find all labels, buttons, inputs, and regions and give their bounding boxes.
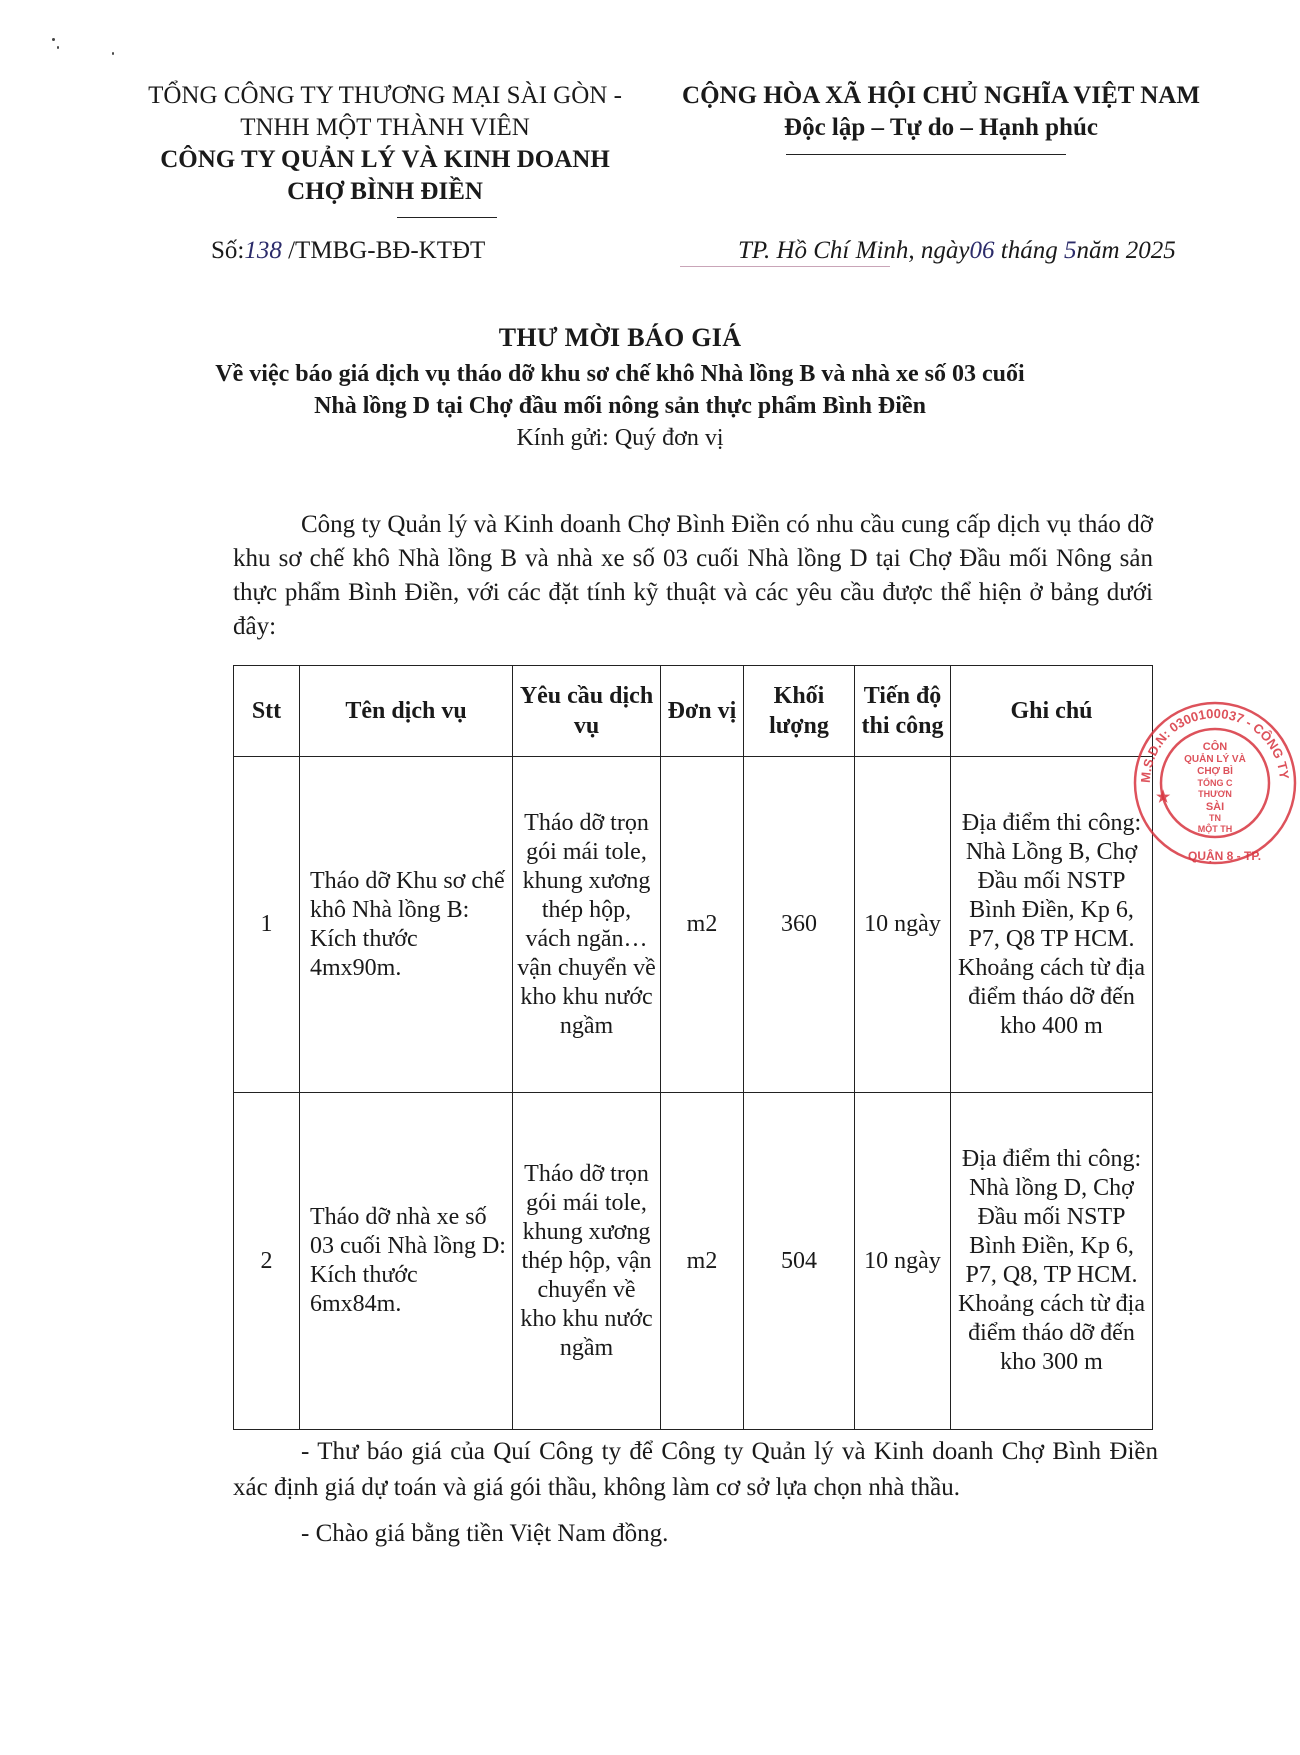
seal-inner-line: TN: [1209, 813, 1221, 823]
cell-schedule: 10 ngày: [855, 1093, 951, 1430]
seal-bottom-text: QUẬN 8 - TP.: [1188, 849, 1262, 863]
cell-stt: 2: [234, 1093, 300, 1430]
issuer-parent-line-1: TỔNG CÔNG TY THƯƠNG MẠI SÀI GÒN -: [148, 82, 622, 109]
subject-line-1: Về việc báo giá dịch vụ tháo dỡ khu sơ chế khô Nhà lồng B và nhà xe số 03 cuối: [215, 361, 1025, 387]
cell-stt: 1: [234, 757, 300, 1093]
date-day: 06: [969, 237, 995, 264]
note-item: - Chào giá bằng tiền Việt Nam đồng.: [301, 1520, 669, 1547]
document-date: [738, 237, 1176, 265]
issuer-parent-line-2: TNHH MỘT THÀNH VIÊN: [240, 114, 530, 141]
seal-inner-line: CHỢ BÌ: [1197, 766, 1233, 777]
header-schedule: Tiến độ thi công: [855, 666, 951, 757]
scan-speck: [112, 52, 114, 55]
seal-inner-line: TỔNG C: [1197, 778, 1233, 788]
seal-inner-line: MỘT TH: [1197, 824, 1233, 834]
seal-inner-line: QUẢN LÝ VÀ: [1184, 754, 1246, 765]
seal-inner-line: THƯƠN: [1198, 789, 1232, 799]
recipient-line: Kính gửi: Quý đơn vị: [516, 425, 724, 451]
cell-requirement: Tháo dỡ trọn gói mái tole, khung xương thép hộp, vận chuyển về kho khu nước ngầm: [513, 1093, 661, 1430]
document-title: THƯ MỜI BÁO GIÁ: [498, 323, 742, 352]
header-requirement: Yêu cầu dịch vụ: [513, 666, 661, 757]
header-unit: Đơn vị: [661, 666, 744, 757]
seal-inner-line: CÔN: [1202, 741, 1228, 753]
seal-inner-line: SÀI: [1205, 801, 1225, 813]
header-service: Tên dịch vụ: [300, 666, 513, 757]
cell-schedule: 10 ngày: [855, 757, 951, 1093]
cell-service: Tháo dỡ nhà xe số 03 cuối Nhà lồng D: Kích thước 6mx84m.: [300, 1093, 513, 1430]
title-block: [0, 322, 1240, 454]
issuer-company-line-2: CHỢ BÌNH ĐIỀN: [287, 178, 483, 205]
cell-quantity: 504: [744, 1093, 855, 1430]
seal-ring-text: M.S.D.N: 0300100037 - CÔNG TY: [1137, 705, 1292, 784]
doc-number-suffix: /TMBG-BĐ-KTĐT: [288, 237, 486, 264]
table-header-row: [234, 666, 1153, 757]
date-year: năm 2025: [1076, 237, 1176, 264]
cell-quantity: 360: [744, 757, 855, 1093]
cell-note: Địa điểm thi công: Nhà Lồng B, Chợ Đầu mối NSTP Bình Điền, Kp 6, P7, Q8 TP HCM. Khoảng cách từ địa điểm tháo dỡ đến kho 400 m: [951, 757, 1153, 1093]
header-quantity: Khối lượng: [744, 666, 855, 757]
seal-star-icon: ★: [1156, 789, 1171, 806]
national-title: CỘNG HÒA XÃ HỘI CHỦ NGHĨA VIỆT NAM: [682, 82, 1200, 109]
document-number: [211, 237, 485, 265]
cell-service: Tháo dỡ Khu sơ chế khô Nhà lồng B: Kích thước 4mx90m.: [300, 757, 513, 1093]
notes-section: [233, 1434, 1158, 1552]
company-seal: [1130, 698, 1300, 868]
table-row: [234, 757, 1153, 1093]
cell-unit: m2: [661, 1093, 744, 1430]
cell-unit: m2: [661, 757, 744, 1093]
date-month-word: tháng: [1000, 237, 1058, 264]
issuer-header: [110, 80, 660, 208]
date-underline: [680, 266, 890, 267]
issuer-company-line-1: CÔNG TY QUẢN LÝ VÀ KINH DOANH: [160, 146, 610, 173]
scan-speck: [57, 46, 59, 49]
national-header: [666, 80, 1216, 144]
scan-speck: [52, 38, 55, 41]
national-motto: Độc lập – Tự do – Hạnh phúc: [784, 114, 1098, 141]
services-table: [233, 665, 1153, 1430]
date-prefix: TP. Hồ Chí Minh, ngày: [738, 237, 970, 264]
note-item: - Thư báo giá của Quí Công ty để Công ty Quản lý và Kinh doanh Chợ Bình Điền xác định giá dự toán và giá gói thầu, không làm cơ sở lựa chọn nhà thầu.: [233, 1438, 1158, 1501]
cell-note: Địa điểm thi công: Nhà lồng D, Chợ Đầu mối NSTP Bình Điền, Kp 6, P7, Q8, TP HCM. Khoảng cách từ địa điểm tháo dỡ đến kho 300 m: [951, 1093, 1153, 1430]
doc-number-handwritten: 138: [244, 237, 282, 264]
intro-paragraph: Công ty Quản lý và Kinh doanh Chợ Bình Điền có nhu cầu cung cấp dịch vụ tháo dỡ khu sơ chế khô Nhà lồng B và nhà xe số 03 cuối Nhà lồng D tại Chợ Đầu mối Nông sản thực phẩm Bình Điền, với các đặt tính kỹ thuật và các yêu cầu được thể hiện ở bảng dưới đây:: [233, 511, 1153, 640]
header-note: Ghi chú: [951, 666, 1153, 757]
cell-requirement: Tháo dỡ trọn gói mái tole, khung xương thép hộp, vách ngăn… vận chuyển về kho khu nước ngầm: [513, 757, 661, 1093]
motto-underline: [786, 154, 1066, 155]
date-month: 5: [1063, 237, 1077, 264]
doc-number-prefix: Số:: [211, 237, 245, 264]
issuer-underline: [397, 217, 497, 218]
subject-line-2: Nhà lồng D tại Chợ đầu mối nông sản thực phẩm Bình Điền: [314, 393, 926, 419]
table-row: [234, 1093, 1153, 1430]
header-stt: Stt: [234, 666, 300, 757]
